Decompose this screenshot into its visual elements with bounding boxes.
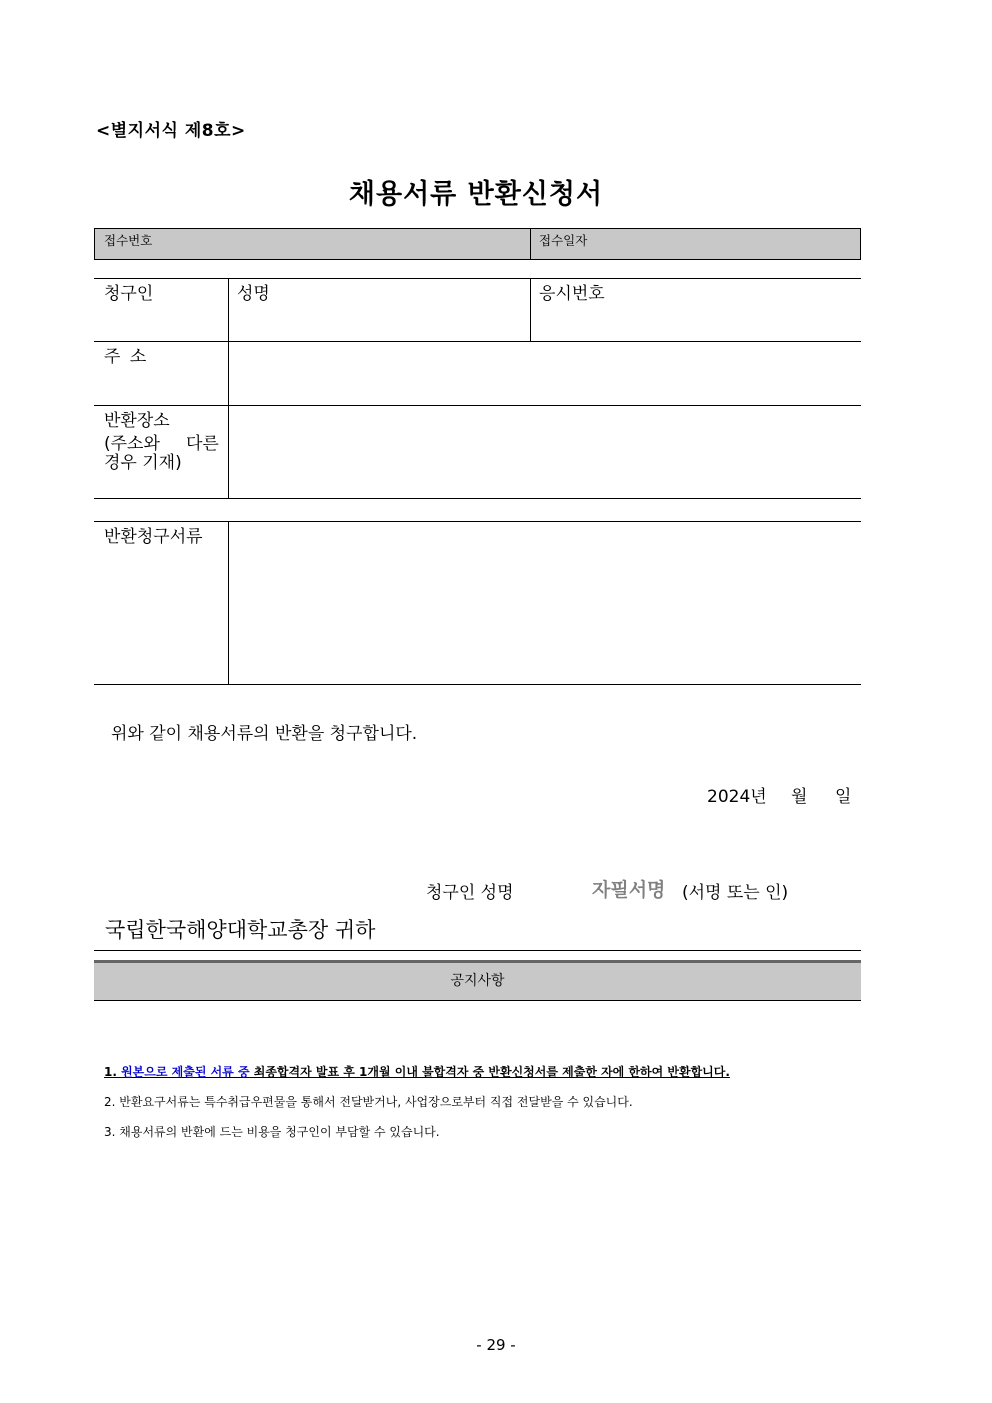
document-title: 채용서류 반환신청서 [348,179,604,210]
notice-header: 공지사항 [450,973,505,989]
form-number: <별지서식 제8호> [96,121,246,141]
receipt-number-label: 접수번호 [104,233,153,248]
notice-item-1-prefix: 1. [104,1065,122,1079]
receipt-date-label: 접수일자 [539,233,588,248]
date-year: 2024년 [707,787,767,807]
return-place-label-line3: 경우 기재) [104,453,182,473]
documents-field[interactable] [229,522,860,683]
exam-number-field[interactable] [531,300,860,340]
notice-item-3: 3. 채용서류의 반환에 드는 비용을 청구인이 부담할 수 있습니다. [104,1125,440,1139]
notice-item-1-rest: 최종합격자 발표 후 1개월 이내 불합격자 중 반환신청서를 제출한 자에 한하여 반환합니다. [249,1065,730,1079]
name-field[interactable] [229,300,529,340]
name-field-label[interactable]: 성명 [237,284,270,304]
applicant-label: 청구인 [104,284,154,304]
signature-label: 청구인 성명 [426,883,514,903]
signature-note: (서명 또는 인) [682,883,789,903]
address-field[interactable] [229,342,860,404]
table-line [94,684,861,685]
address-label: 주 소 [104,347,149,367]
receipt-divider [530,228,531,260]
notice-item-2: 2. 반환요구서류는 특수취급우편물을 통해서 전달받거나, 사업장으로부터 직접 전달받을 수 있습니다. [104,1095,633,1109]
addressee: 국립한국해양대학교총장 귀하 [105,918,376,942]
page-number: - 29 - [476,1336,516,1354]
receipt-bar [94,228,861,260]
return-place-label-line2b: 다른 [186,434,219,454]
table-line [94,278,861,279]
return-place-label-line1: 반환장소 [104,411,170,431]
date-day: 일 [835,787,852,807]
handwritten-signature[interactable]: 자필서명 [592,879,666,901]
divider [94,950,861,951]
request-statement: 위와 같이 채용서류의 반환을 청구합니다. [111,724,418,744]
notice-item-1-highlight: 원본으로 제출된 서류 중 [121,1065,250,1079]
documents-label: 반환청구서류 [104,527,203,547]
notice-item-1 [104,1063,730,1080]
table-line [94,498,861,499]
exam-number-field-label[interactable]: 응시번호 [539,284,605,304]
date-month: 월 [791,787,808,807]
return-place-label-line2a: (주소와 [104,434,160,454]
return-place-field[interactable] [229,406,860,497]
